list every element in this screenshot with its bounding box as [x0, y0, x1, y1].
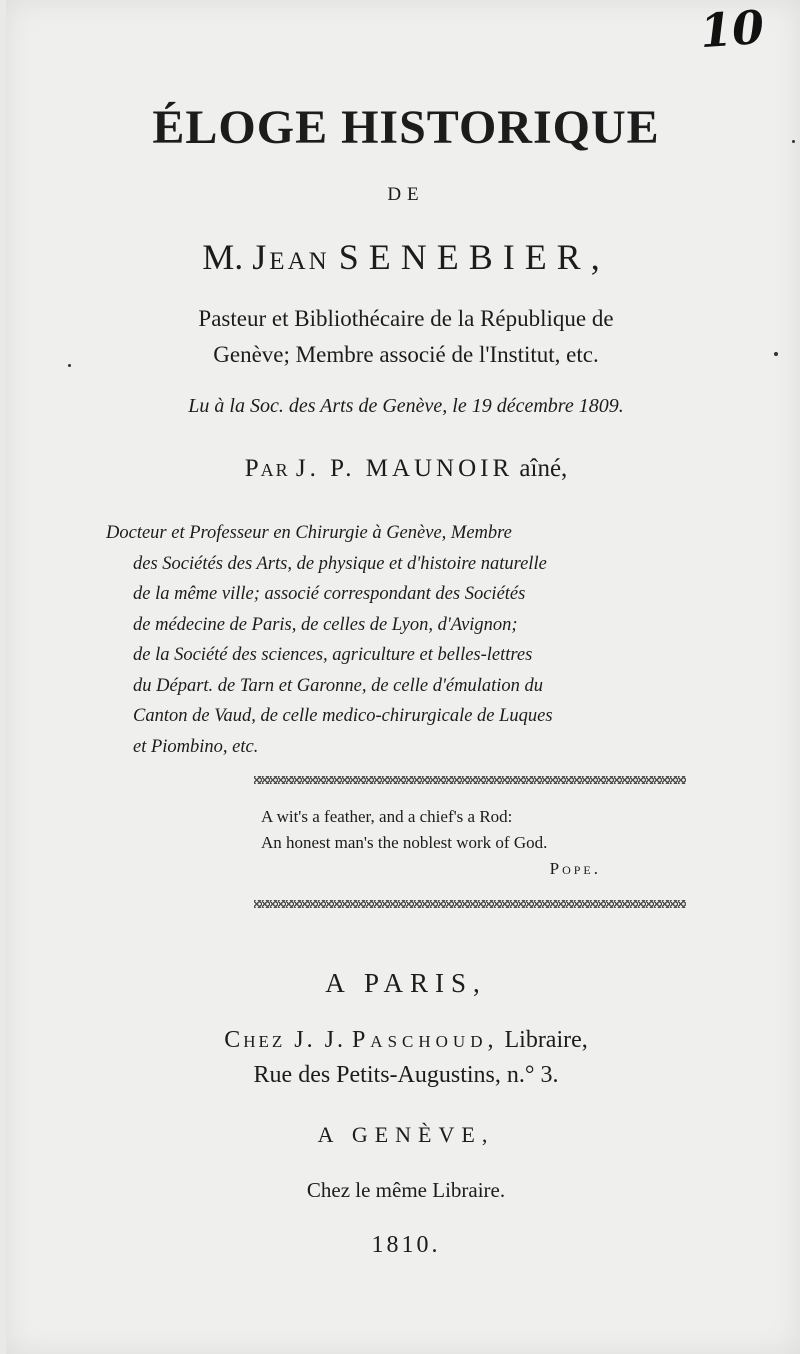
imprint-same-publisher: Chez le même Libraire.	[306, 1178, 506, 1202]
subject-name	[6, 236, 800, 278]
publisher-role: Libraire,	[504, 1027, 588, 1053]
epigraph-line: An honest man's the noblest work of God.	[261, 833, 548, 852]
qualification-line: Docteur et Professeur en Chirurgie à Genève, Membre	[106, 523, 512, 543]
roles-line: Genève; Membre associé de l'Institut, etc.	[213, 342, 599, 367]
subject-first-name: Jean	[252, 237, 330, 277]
qualification-line: de la même ville; associé correspondant des Sociétés	[133, 584, 526, 604]
qualification-line: de médecine de Paris, de celles de Lyon, d'Avignon;	[133, 614, 518, 635]
subject-prefix: M.	[202, 237, 244, 277]
imprint-publisher	[6, 1027, 800, 1054]
qualification-line: du Départ. de Tarn et Garonne, de celle d'émulation du	[133, 675, 544, 696]
qualification-line: Canton de Vaud, de celle medico-chirurgicale de Luques	[133, 706, 553, 726]
author-name: J. P. MAUNOIR	[295, 455, 514, 482]
imprint-city-paris: A PARIS,	[325, 968, 487, 998]
main-title: ÉLOGE HISTORIQUE	[152, 101, 660, 154]
epigraph-line: A wit's a feather, and a chief's a Rod:	[261, 807, 513, 826]
author-line	[6, 455, 800, 483]
author-qualifications	[106, 518, 691, 762]
handwritten-page-number: 10	[698, 0, 766, 59]
subject-roles	[6, 301, 800, 373]
roles-line: Pasteur et Bibliothécaire de la République de	[198, 306, 614, 331]
imprint-city-geneve: A GENÈVE,	[317, 1122, 495, 1147]
title-page	[6, 0, 800, 1354]
ornamental-rule-top	[254, 776, 686, 784]
author-suffix: aîné,	[519, 455, 568, 482]
subject-last-name: SENEBIER,	[338, 237, 610, 277]
epigraph	[261, 804, 681, 882]
qualification-line: et Piombino, etc.	[133, 736, 259, 757]
paper-speck	[792, 140, 795, 143]
paper-speck	[68, 364, 71, 367]
imprint-address: Rue des Petits-Augustins, n.° 3.	[253, 1062, 559, 1088]
qualification-line: des Sociétés des Arts, de physique et d'histoire naturelle	[133, 553, 547, 574]
epigraph-author: Pope.	[549, 859, 601, 878]
title-connector: DE	[387, 184, 425, 205]
ornamental-rule-bottom	[254, 900, 686, 908]
read-note: Lu à la Soc. des Arts de Genève, le 19 décembre 1809.	[188, 395, 624, 417]
publisher-prefix: Chez J. J.	[224, 1027, 346, 1053]
publisher-name: Paschoud,	[351, 1027, 499, 1053]
paper-speck	[774, 352, 778, 356]
author-par: Par	[244, 455, 290, 482]
publication-year: 1810.	[371, 1232, 441, 1258]
qualification-line: de la Société des sciences, agriculture et belles-lettres	[133, 645, 533, 665]
